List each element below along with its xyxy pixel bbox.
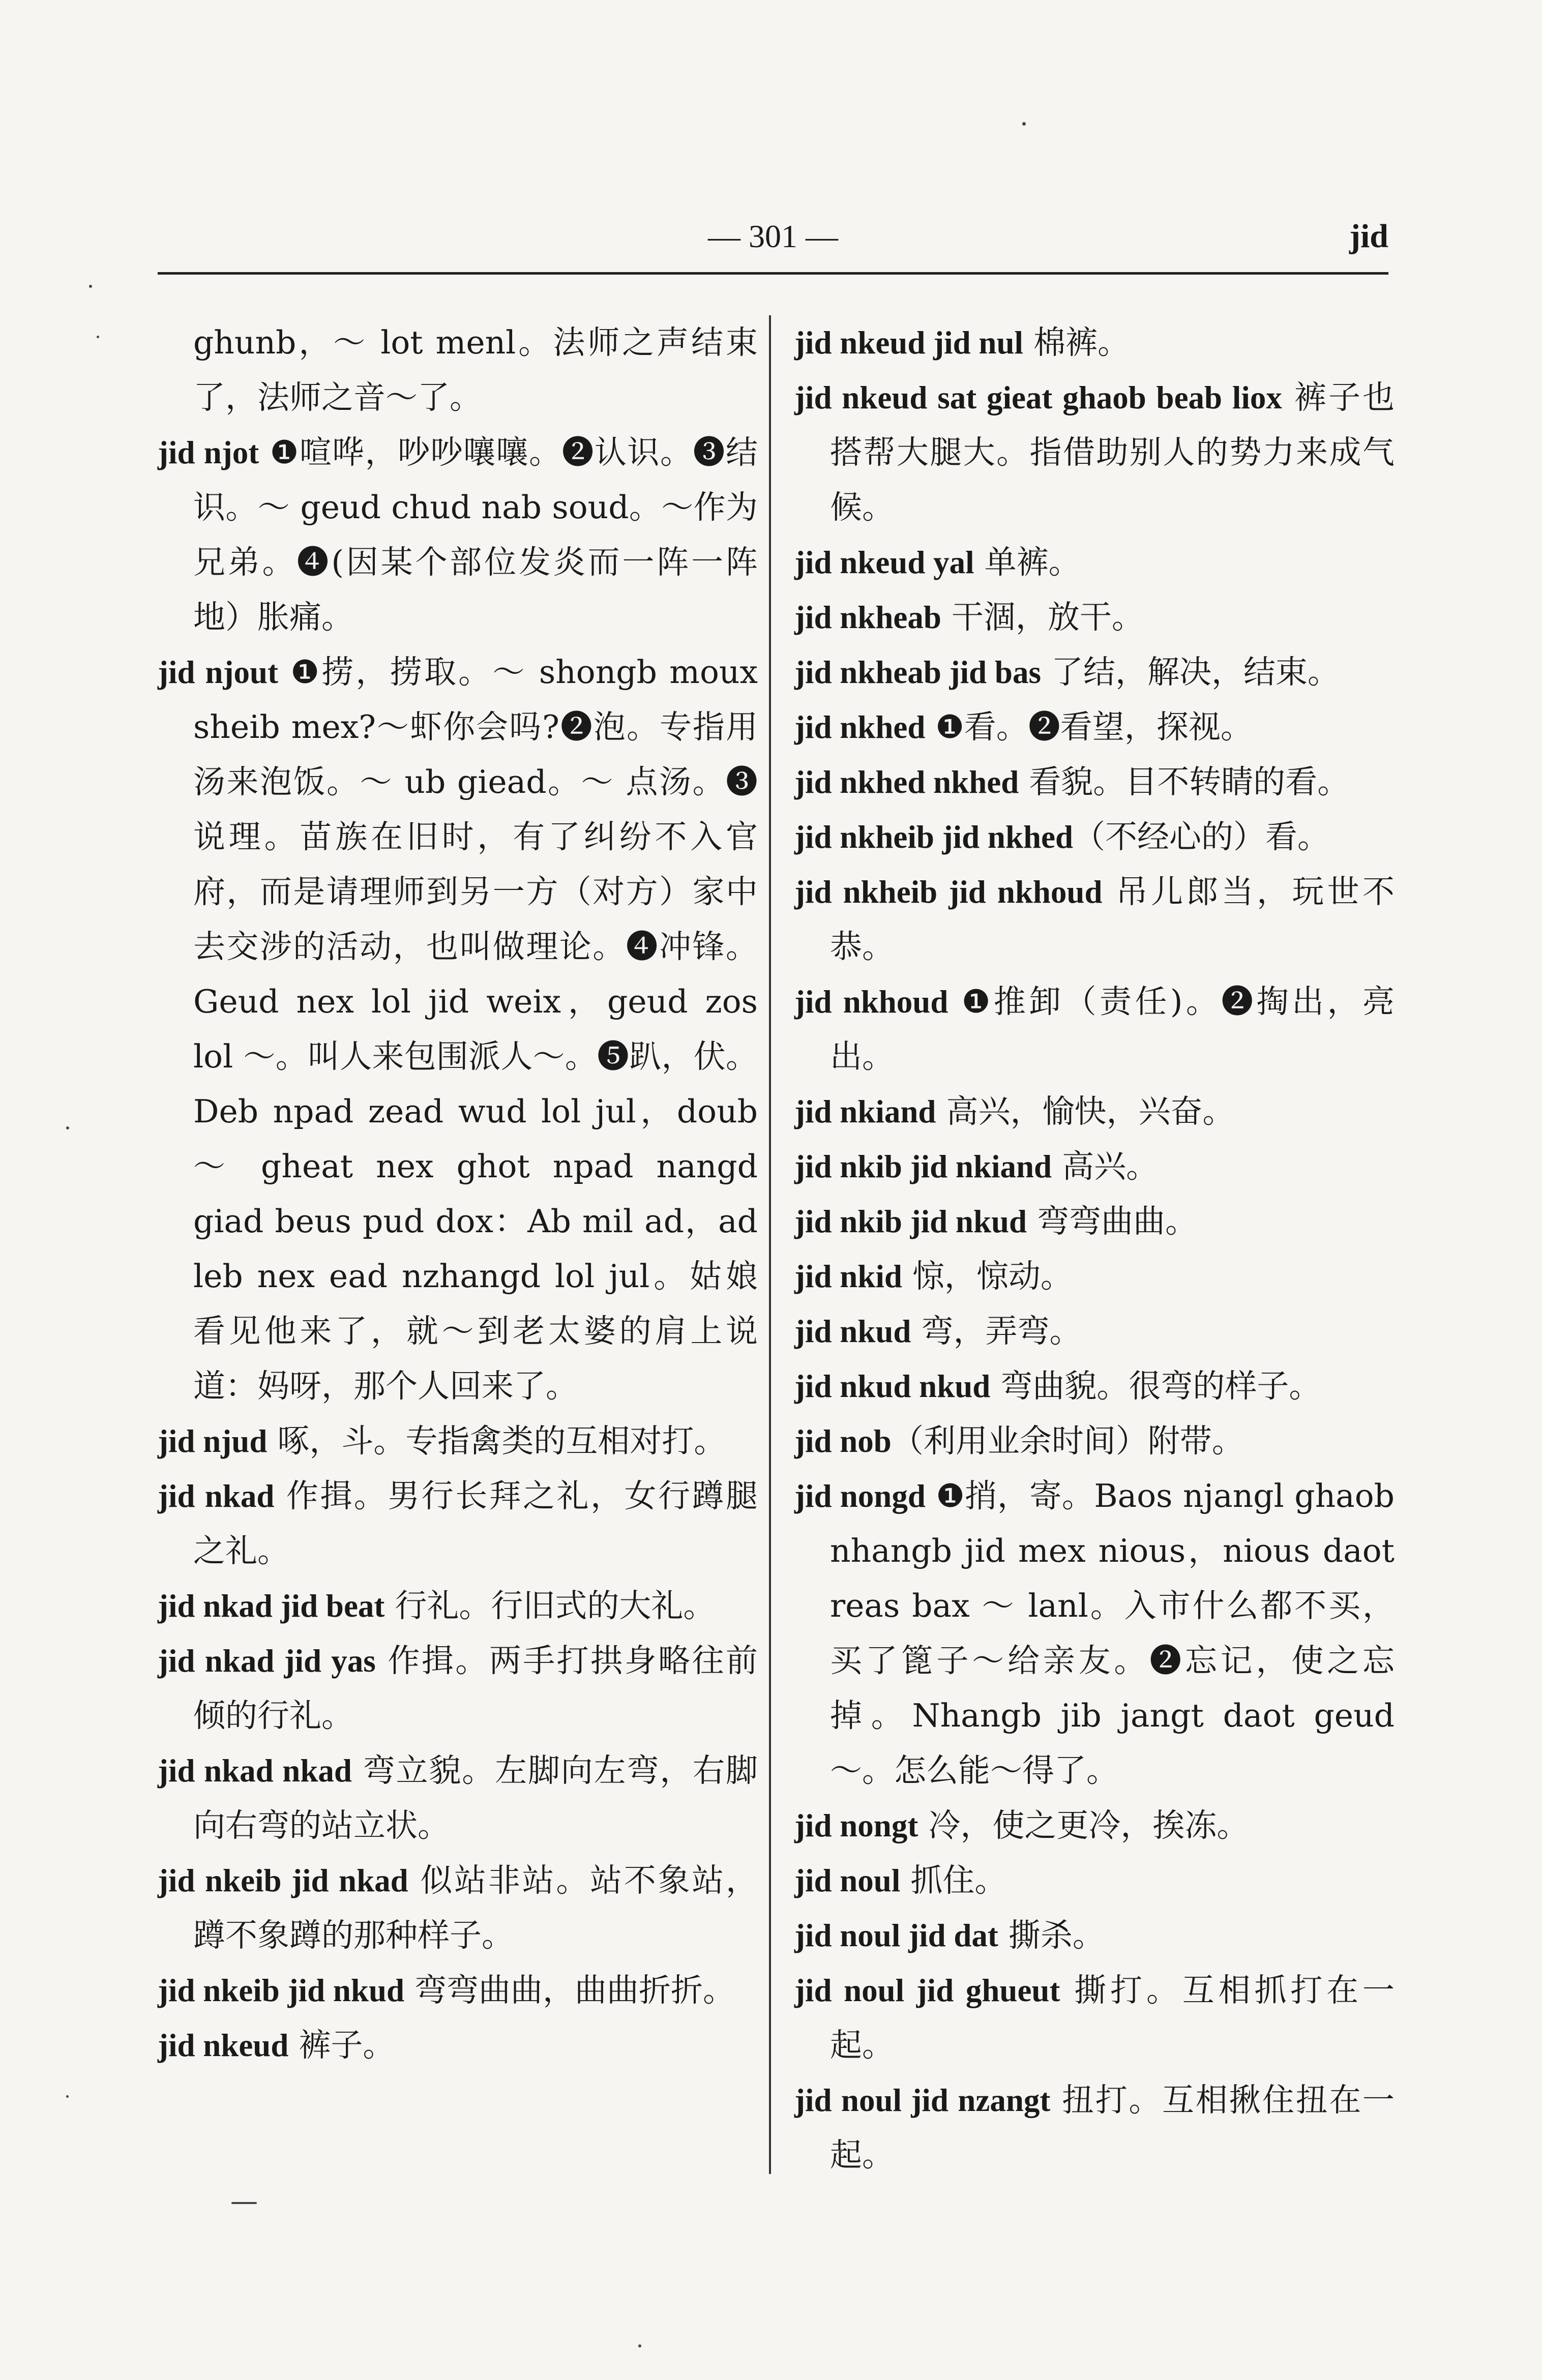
headword: jid nkad jid yas	[158, 1643, 376, 1679]
dictionary-entry: jid nkad jid yas 作揖。两手打拱身略往前倾的行礼。	[158, 1642, 758, 1734]
dictionary-entry: jid njot ❶喧哗，吵吵嚷嚷。❷认识。❸结识。～ geud chud nab soud。～作为兄弟。❹(因某个部位发炎而一阵一阵地）胀痛。	[158, 434, 758, 636]
headword: jid nkhed nkhed	[794, 764, 1019, 800]
headword: jid noul jid nzangt	[794, 2082, 1051, 2118]
headword: jid nkiand	[794, 1094, 936, 1129]
headword: jid nkid	[794, 1259, 902, 1294]
dictionary-entry: jid nkib jid nkiand 高兴。	[794, 1148, 1159, 1185]
dictionary-entry: jid nkeib jid nkud 弯弯曲曲，曲曲折折。	[158, 1972, 735, 2009]
scan-speck	[66, 2095, 69, 2098]
headword: jid nkhoud	[794, 984, 948, 1020]
dictionary-entry: jid nkiand 高兴，愉快，兴奋。	[794, 1093, 1235, 1130]
dictionary-entry: jid nongt 冷，使之更冷，挨冻。	[794, 1807, 1249, 1844]
dictionary-entry: jid nkud nkud 弯曲貌。很弯的样子。	[794, 1367, 1321, 1405]
dictionary-entry: jid njout ❶捞，捞取。～ shongb moux sheib mex?～虾你会吗?❷泡。专指用汤来泡饭。～ ub giead。～ 点汤。❸说理。苗族在旧时，有了纠纷不入官府，而是请理师到另一方（对方）家中去交涉的活动，也叫做理论。❹冲锋。Geud nex lol jid weix，geud zos lol ～。叫人来包围派人～。❺趴，伏。Deb npad zead wud lol jul，doub ～ gheat nex ghot npad nangd giad beus pud dox：Ab mil ad，ad leb nex ead nzhangd lol jul。姑娘看见他来了，就～到老太婆的肩上说道：妈呀，那个人回来了。	[158, 653, 758, 1405]
dictionary-entry: jid nkeib jid nkad 似站非站。站不象站，蹲不象蹲的那种样子。	[158, 1862, 758, 1954]
column-divider	[769, 315, 771, 2174]
dictionary-entry: jid nkheib jid nkhoud 吊儿郎当，玩世不恭。	[794, 873, 1395, 965]
dictionary-entry: jid nkheab 干涸，放干。	[794, 599, 1144, 636]
headword: jid noul	[794, 1863, 901, 1898]
dictionary-entry: jid noul 抓住。	[794, 1862, 1007, 1899]
headword: jid nkhed	[794, 709, 926, 745]
headword: jid nkheib jid nkhoud	[794, 874, 1103, 910]
page-header	[158, 214, 1388, 270]
dictionary-entry: jid njud 啄，斗。专指禽类的互相对打。	[158, 1422, 726, 1460]
dictionary-entry: jid nkheab jid bas 了结，解决，结束。	[794, 653, 1340, 691]
headword: jid nkib jid nkud	[794, 1204, 1027, 1239]
headword: jid nkud nkud	[794, 1368, 991, 1404]
scan-speck	[1022, 122, 1026, 126]
headword: jid noul jid dat	[794, 1918, 998, 1953]
dictionary-entry: jid nkheib jid nkhed（不经心的）看。	[794, 818, 1330, 855]
headword: jid nkeud yal	[794, 545, 974, 580]
dictionary-entry: jid nkid 惊，惊动。	[794, 1258, 1073, 1295]
header-rule	[158, 272, 1388, 275]
dictionary-entry: jid nkeud sat gieat ghaob beab liox 裤子也搭帮大腿大。指借助别人的势力来成气候。	[794, 379, 1395, 526]
dictionary-entry: jid noul jid ghueut 撕打。互相抓打在一起。	[794, 1972, 1395, 2064]
dictionary-entry: jid nkhed nkhed 看貌。目不转睛的看。	[794, 763, 1350, 800]
headword: jid nongt	[794, 1808, 918, 1843]
headword: jid noul jid ghueut	[794, 1973, 1060, 2008]
dictionary-entry: jid nob（利用业余时间）附带。	[794, 1422, 1244, 1460]
dictionary-entry: jid nkib jid nkud 弯弯曲曲。	[794, 1203, 1198, 1240]
dictionary-entry: jid nkad 作揖。男行长拜之礼，女行蹲腿之礼。	[158, 1477, 758, 1569]
headword: jid nkud	[794, 1314, 911, 1349]
headword: jid nkad	[158, 1478, 275, 1514]
dictionary-entry: jid nkud 弯，弄弯。	[794, 1313, 1082, 1350]
dictionary-entry: jid noul jid nzangt 扭打。互相揪住扭在一起。	[794, 2081, 1395, 2174]
scan-speck	[97, 336, 99, 338]
dictionary-entry: ghunb，～ lot menl。法师之声结束了，法师之音～了。	[193, 324, 758, 416]
headword: jid nongd	[794, 1478, 926, 1514]
headword: jid nkheib jid nkhed	[794, 819, 1074, 855]
left-column	[158, 315, 758, 2073]
headword: jid nkheab jid bas	[794, 654, 1041, 690]
dictionary-entry: jid nkeud 裤子。	[158, 2027, 395, 2064]
headword: jid nkheab	[794, 600, 941, 635]
running-head: jid	[1349, 218, 1388, 255]
page-number: — 301 —	[708, 218, 838, 254]
headword: jid njout	[158, 654, 279, 690]
headword: jid nkib jid nkiand	[794, 1149, 1052, 1184]
dictionary-entry: jid nkeud jid nul 棉裤。	[794, 324, 1130, 361]
dictionary-entry: jid nkad jid beat 行礼。行旧式的大礼。	[158, 1587, 716, 1624]
headword: jid njud	[158, 1423, 268, 1459]
scan-speck	[66, 1126, 69, 1129]
scan-speck	[231, 2202, 257, 2204]
headword: jid nkeud sat gieat ghaob beab liox	[794, 380, 1282, 415]
headword: jid nkeud jid nul	[794, 325, 1023, 361]
dictionary-entry: jid nkhed ❶看。❷看望，探视。	[794, 708, 1253, 746]
headword: jid nob	[794, 1423, 892, 1459]
scan-speck	[89, 285, 92, 288]
headword: jid nkeud	[158, 2028, 289, 2063]
headword: jid nkeib jid nkad	[158, 1863, 408, 1898]
dictionary-entry: jid noul jid dat 撕杀。	[794, 1917, 1105, 1954]
dictionary-entry: jid nongd ❶捎，寄。Baos njangl ghaob nhangb jid mex nious，nious daot reas bax ～ lanl。入市什么都不买，买了篦子～给亲友。❷忘记，使之忘掉。Nhangb jib jangt daot geud ～。怎么能～得了。	[794, 1477, 1395, 1789]
headword: jid nkad jid beat	[158, 1588, 385, 1624]
headword: jid nkad nkad	[158, 1753, 352, 1789]
scan-speck	[638, 2344, 641, 2347]
dictionary-entry: jid nkad nkad 弯立貌。左脚向左弯，右脚向右弯的站立状。	[158, 1752, 758, 1844]
headword: jid nkeib jid nkud	[158, 1973, 405, 2008]
dictionary-entry: jid nkeud yal 单裤。	[794, 544, 1081, 581]
right-column	[794, 315, 1395, 2183]
dictionary-entry: jid nkhoud ❶推卸（责任)。❷掏出，亮出。	[794, 983, 1395, 1075]
headword: jid njot	[158, 435, 259, 470]
